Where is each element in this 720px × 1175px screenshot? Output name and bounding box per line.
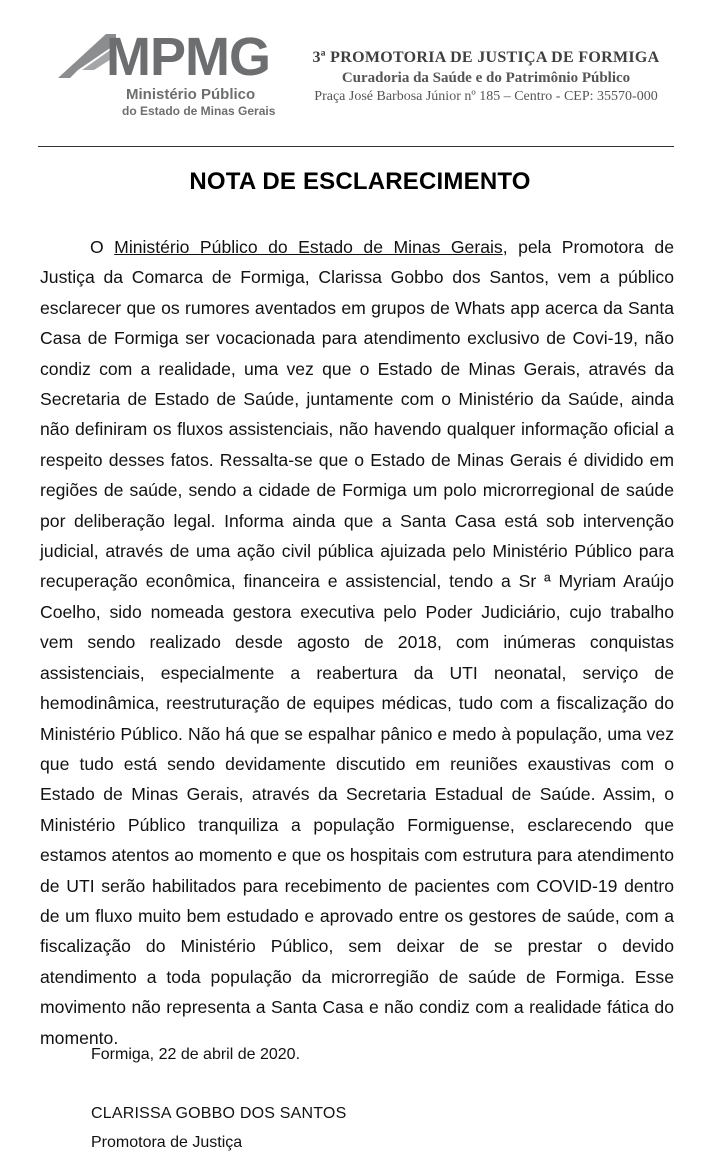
- organization-address: Praça José Barbosa Júnior nº 185 – Centro - CEP: 35570-000: [314, 89, 658, 104]
- organization-title: 3ª PROMOTORIA DE JUSTIÇA DE FORMIGA: [312, 49, 660, 66]
- paragraph-prefix: O: [90, 237, 115, 257]
- logo-line-1: Ministério Público: [126, 86, 256, 103]
- letterhead: [38, 22, 674, 140]
- logo-acronym: MPMG: [106, 27, 270, 87]
- signature-role: Promotora de Justiça: [91, 1134, 243, 1151]
- document-title: NOTA DE ESCLARECIMENTO: [189, 168, 531, 195]
- header-divider: [38, 146, 674, 147]
- institution-link-text: Ministério Público do Estado de Minas Gerais: [114, 237, 503, 257]
- mpmg-logo: [58, 27, 308, 140]
- paragraph-body: , pela Promotora de Justiça da Comarca de Formiga, Clarissa Gobbo dos Santos, vem a público esclarecer que os rumores aventados em grupos de Whats app acerca da Santa Casa de Formiga ser vocacionada para atendimento exclusivo de Covi-19, não condiz com a realidade, uma vez que o Estado de Minas Gerais, através da Secretaria de Estado de Saúde, juntamente com o Ministério da Saúde, ainda não definiram os fluxos assistenciais, não havendo qualquer informação oficial a respeito desses fatos. Ressalta-se que o Estado de Minas Gerais é dividido em regiões de saúde, sendo a cidade de Formiga um polo microrregional de saúde por deliberação legal. Informa ainda que a Santa Casa está sob intervenção judicial, através de uma ação civil pública ajuizada pelo Ministério Público para recuperação econômica, financeira e assistencial, tendo a Sr ª Myriam Araújo Coelho, sido nomeada gestora executiva pelo Poder Judiciário, cujo trabalho vem sendo realizado desde agosto de 2018, com inúmeras conquistas assistenciais, especialmente a reabertura da UTI neonatal, serviço de hemodinâmica, reestruturação de equipes médicas, tudo com a fiscalização do Ministério Público. Não há que se espalhar pânico e medo à população, uma vez que tudo está sendo devidamente discutido em reuniões exaustivas com o Estado de Minas Gerais, através da Secretaria Estadual de Saúde. Assim, o Ministério Público tranquiliza a população Formiguense, esclarecendo que estamos atentos ao momento e que os hospitais com estrutura para atendimento de UTI serão habilitados para recebimento de pacientes com COVID-19 dentro de um fluxo muito bem estudado e aprovado entre os gestores de saúde, com a fiscalização do Ministério Público, sem deixar de se prestar o devido atendimento a toda população da microrregião de saúde de Formiga. Esse movimento não representa a Santa Casa e não condiz com a realidade fática do momento.: [40, 237, 674, 1048]
- logo-line-2: do Estado de Minas Gerais: [122, 104, 276, 118]
- organization-subtitle: Curadoria da Saúde e do Patrimônio Público: [341, 70, 631, 86]
- body-paragraph: [40, 232, 674, 1053]
- organization-block: [298, 48, 674, 106]
- date-line: Formiga, 22 de abril de 2020.: [91, 1046, 301, 1063]
- signature-name: CLARISSA GOBBO DOS SANTOS: [91, 1105, 347, 1122]
